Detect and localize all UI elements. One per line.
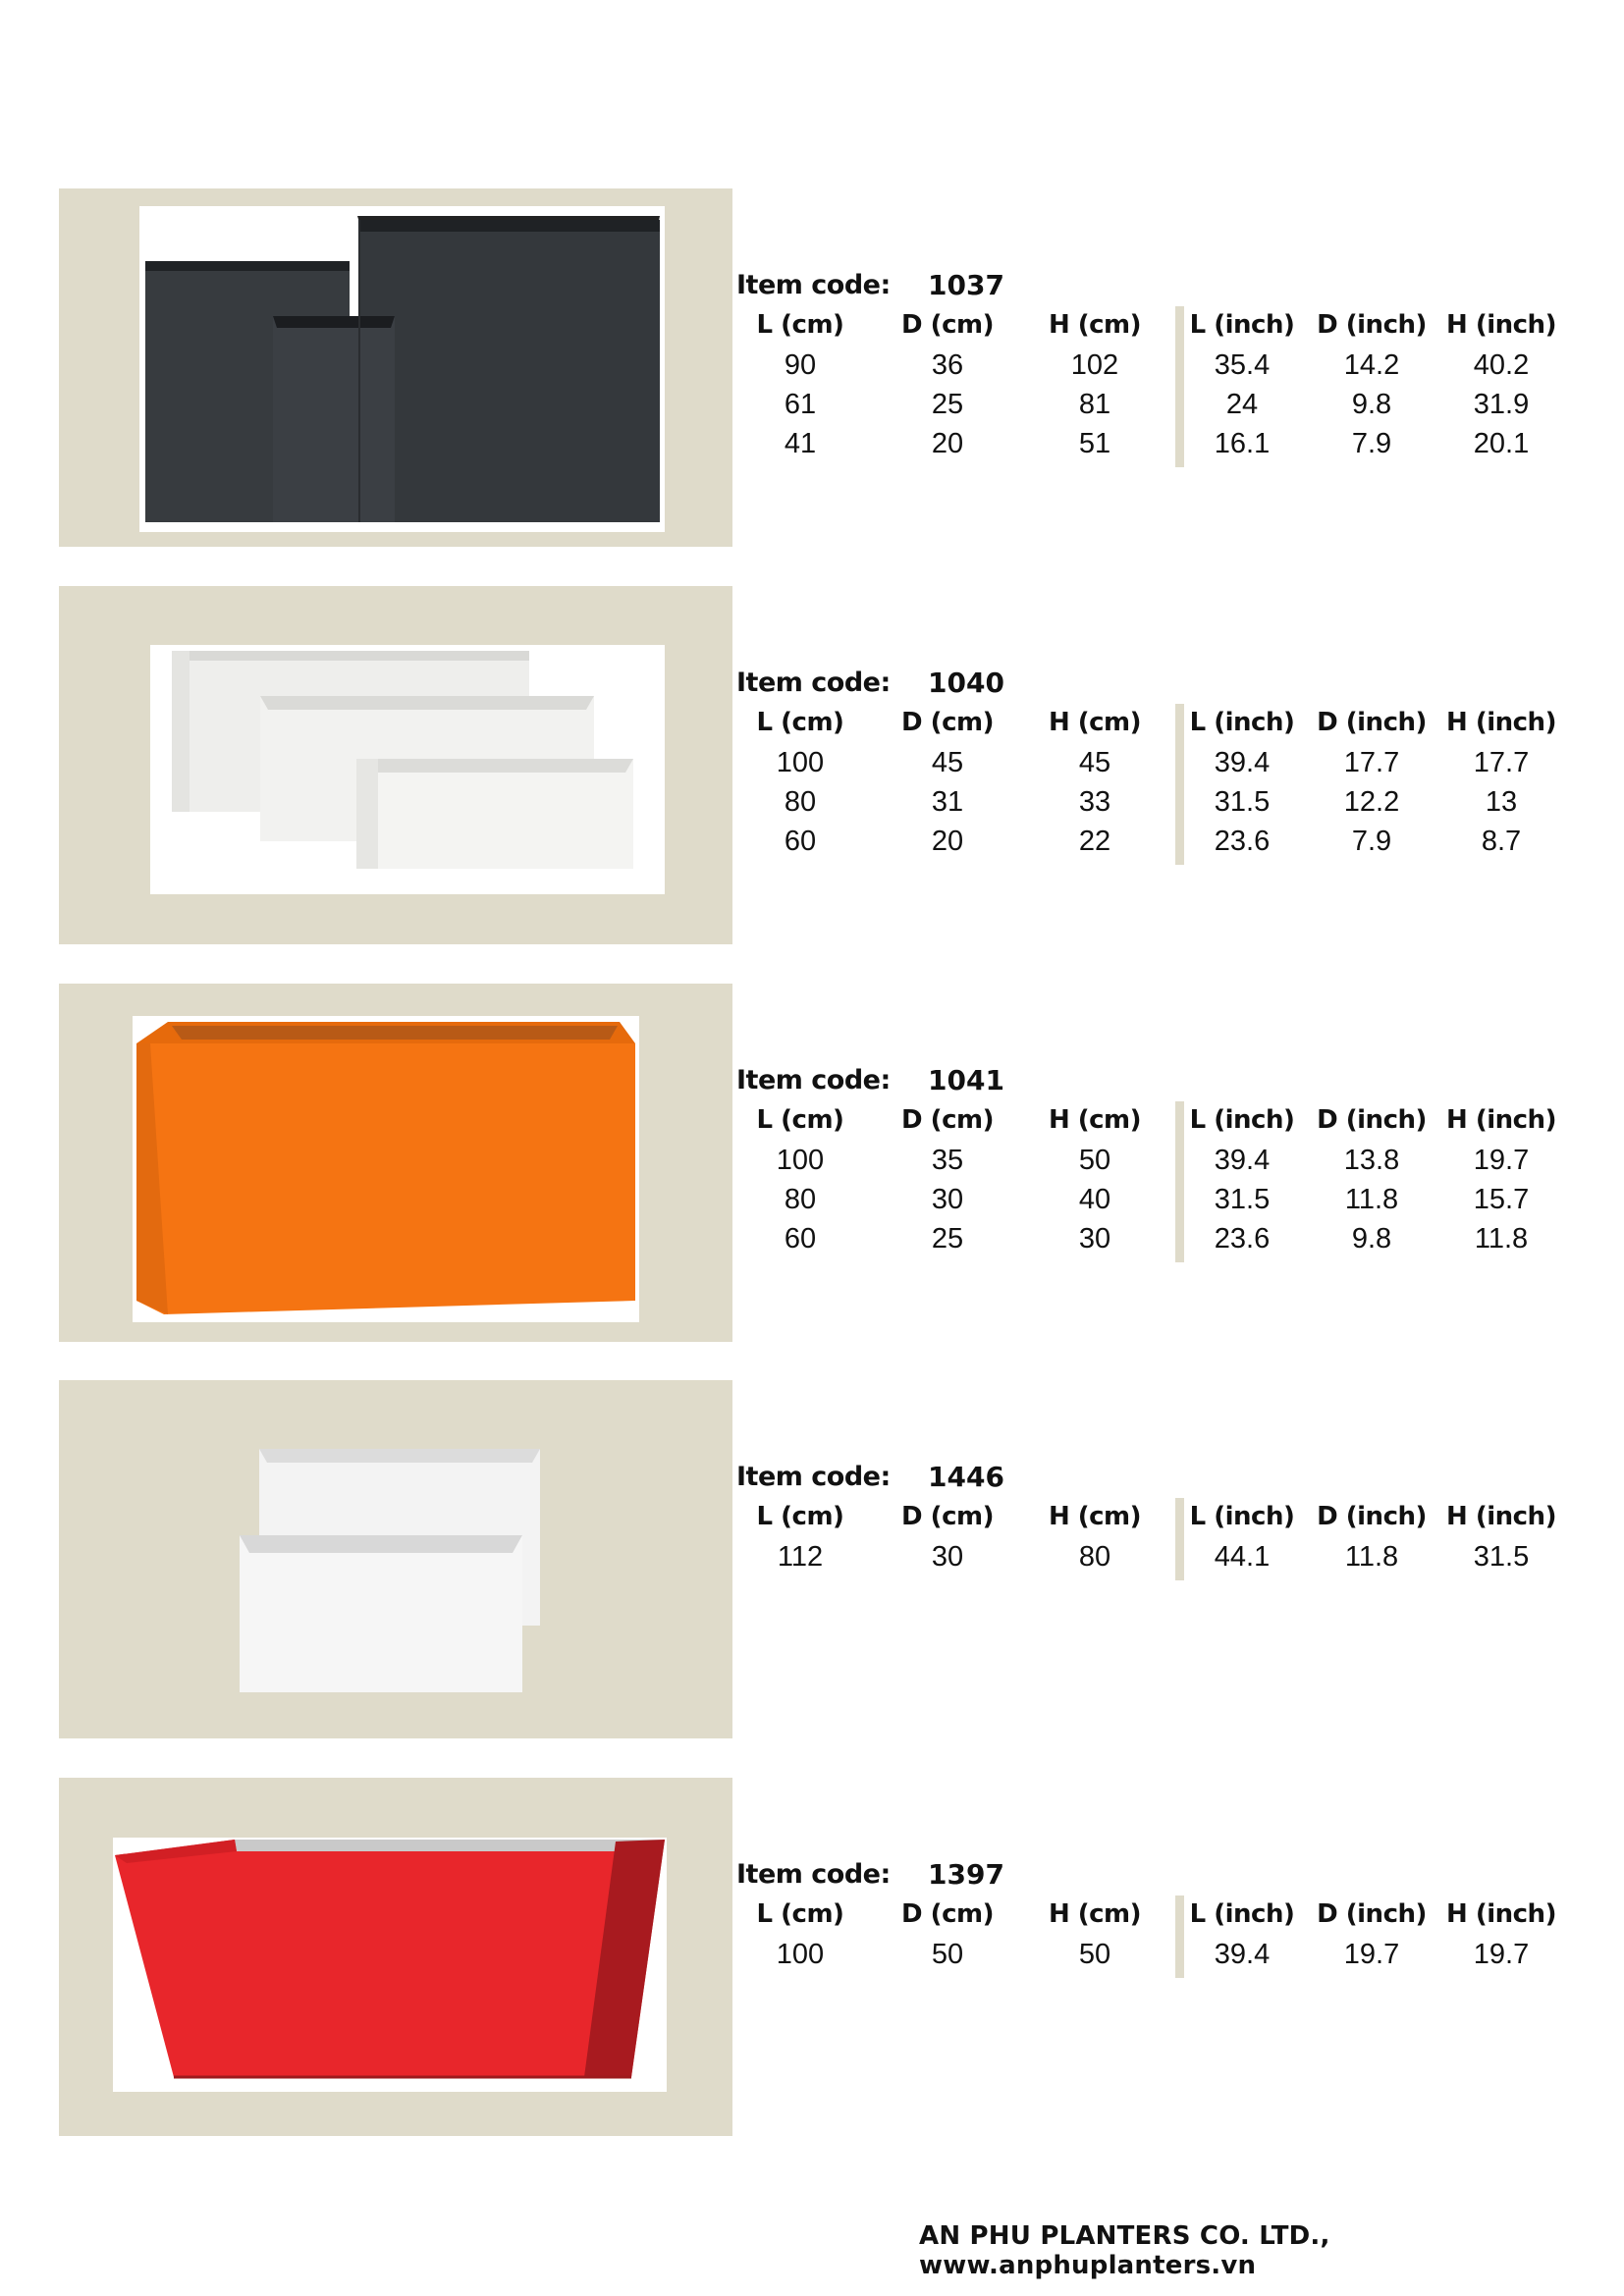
item-code-label: Item code: — [736, 270, 891, 300]
table-cell: 30 — [1078, 1223, 1111, 1255]
table-cell: 40.2 — [1473, 349, 1530, 381]
table-cell: 24 — [1225, 389, 1259, 420]
table-cell: 80 — [784, 1184, 817, 1215]
product-photo-panel — [59, 586, 732, 944]
table-cell: 25 — [931, 389, 964, 420]
table-cell: 17.7 — [1343, 747, 1400, 778]
spec-table — [736, 984, 1624, 1342]
column-header: H (inch) — [1446, 1502, 1556, 1531]
product-card-1040 — [59, 586, 1624, 944]
item-code-value: 1040 — [928, 667, 1004, 699]
column-header: L (cm) — [756, 1105, 844, 1135]
table-cell: 51 — [1078, 428, 1111, 459]
table-cell: 80 — [1078, 1541, 1111, 1573]
column-header: L (inch) — [1189, 1899, 1295, 1929]
column-header: H (cm) — [1048, 708, 1142, 737]
item-code-label: Item code: — [736, 1065, 891, 1095]
column-header: L (cm) — [756, 1502, 844, 1531]
product-card-1397 — [59, 1778, 1624, 2136]
table-cell: 100 — [776, 1145, 825, 1176]
table-cell: 35 — [931, 1145, 964, 1176]
table-cell: 7.9 — [1351, 826, 1392, 857]
product-photo — [133, 1016, 639, 1322]
table-cell: 90 — [784, 349, 817, 381]
table-cell: 45 — [931, 747, 964, 778]
spec-table — [736, 1778, 1624, 2136]
column-header: D (cm) — [901, 708, 994, 737]
table-cell: 13.8 — [1343, 1145, 1400, 1176]
column-header: L (cm) — [756, 1899, 844, 1929]
table-cell: 16.1 — [1214, 428, 1271, 459]
table-cell: 50 — [1078, 1939, 1111, 1970]
item-code-value: 1397 — [928, 1858, 1004, 1891]
table-cell: 7.9 — [1351, 428, 1392, 459]
product-photo-panel — [59, 1380, 732, 1738]
table-cell: 17.7 — [1473, 747, 1530, 778]
table-cell: 9.8 — [1351, 1223, 1392, 1255]
table-cell: 80 — [784, 786, 817, 818]
table-cell: 39.4 — [1214, 1939, 1271, 1970]
column-header: L (inch) — [1189, 708, 1295, 737]
item-code-label: Item code: — [736, 1859, 891, 1890]
column-header: H (cm) — [1048, 1105, 1142, 1135]
table-cell: 39.4 — [1214, 747, 1271, 778]
table-cell: 11.8 — [1344, 1184, 1399, 1215]
column-header: D (cm) — [901, 1899, 994, 1929]
spec-table — [736, 188, 1624, 547]
table-cell: 11.8 — [1344, 1541, 1399, 1573]
column-divider — [1175, 1498, 1184, 1580]
spec-table — [736, 1380, 1624, 1738]
table-cell: 31 — [931, 786, 964, 818]
product-photo-panel — [59, 984, 732, 1342]
column-header: H (inch) — [1446, 1899, 1556, 1929]
table-cell: 61 — [784, 389, 817, 420]
table-cell: 13 — [1485, 786, 1518, 818]
column-header: L (cm) — [756, 310, 844, 340]
product-photo-panel — [59, 1778, 732, 2136]
column-header: D (cm) — [901, 1502, 994, 1531]
column-header: D (inch) — [1317, 708, 1427, 737]
column-header: D (cm) — [901, 1105, 994, 1135]
table-cell: 60 — [784, 826, 817, 857]
table-cell: 30 — [931, 1184, 964, 1215]
table-cell: 23.6 — [1214, 1223, 1271, 1255]
column-header: L (inch) — [1189, 1105, 1295, 1135]
table-cell: 44.1 — [1214, 1541, 1271, 1573]
column-header: H (cm) — [1048, 1899, 1142, 1929]
table-cell: 50 — [931, 1939, 964, 1970]
item-code-value: 1446 — [928, 1461, 1004, 1493]
table-cell: 19.7 — [1473, 1145, 1530, 1176]
column-divider — [1175, 1101, 1184, 1262]
column-header: L (cm) — [756, 708, 844, 737]
table-cell: 14.2 — [1343, 349, 1400, 381]
product-card-1446 — [59, 1380, 1624, 1738]
product-photo — [139, 206, 665, 532]
table-cell: 15.7 — [1473, 1184, 1530, 1215]
spec-table — [736, 586, 1624, 944]
table-cell: 100 — [776, 747, 825, 778]
table-cell: 31.5 — [1214, 786, 1271, 818]
table-cell: 100 — [776, 1939, 825, 1970]
column-header: D (inch) — [1317, 310, 1427, 340]
table-cell: 25 — [931, 1223, 964, 1255]
table-cell: 9.8 — [1351, 389, 1392, 420]
column-header: D (inch) — [1317, 1502, 1427, 1531]
product-card-1041 — [59, 984, 1624, 1342]
table-cell: 102 — [1070, 349, 1119, 381]
product-photo — [150, 645, 665, 894]
column-header: L (inch) — [1189, 310, 1295, 340]
item-code-value: 1041 — [928, 1064, 1004, 1096]
table-cell: 20 — [931, 428, 964, 459]
item-code-label: Item code: — [736, 1462, 891, 1492]
column-divider — [1175, 704, 1184, 865]
product-card-1037 — [59, 188, 1624, 547]
table-cell: 19.7 — [1473, 1939, 1530, 1970]
table-cell: 23.6 — [1214, 826, 1271, 857]
column-divider — [1175, 1896, 1184, 1978]
column-header: H (inch) — [1446, 1105, 1556, 1135]
table-cell: 19.7 — [1343, 1939, 1400, 1970]
column-header: D (inch) — [1317, 1105, 1427, 1135]
product-photo — [198, 1439, 542, 1694]
column-header: D (inch) — [1317, 1899, 1427, 1929]
table-cell: 45 — [1078, 747, 1111, 778]
table-cell: 30 — [931, 1541, 964, 1573]
table-cell: 11.8 — [1474, 1223, 1529, 1255]
column-header: H (cm) — [1048, 1502, 1142, 1531]
table-cell: 39.4 — [1214, 1145, 1271, 1176]
table-cell: 60 — [784, 1223, 817, 1255]
table-cell: 31.9 — [1473, 389, 1530, 420]
table-cell: 31.5 — [1214, 1184, 1271, 1215]
column-header: H (inch) — [1446, 708, 1556, 737]
column-header: L (inch) — [1189, 1502, 1295, 1531]
table-cell: 41 — [784, 428, 817, 459]
table-cell: 112 — [777, 1541, 824, 1573]
footer-company-line: AN PHU PLANTERS CO. LTD., www.anphuplanters.vn — [919, 2221, 1330, 2280]
column-header: H (inch) — [1446, 310, 1556, 340]
table-cell: 20.1 — [1473, 428, 1530, 459]
table-cell: 40 — [1078, 1184, 1111, 1215]
item-code-value: 1037 — [928, 269, 1004, 301]
product-photo — [113, 1838, 667, 2092]
column-header: D (cm) — [901, 310, 994, 340]
table-cell: 33 — [1078, 786, 1111, 818]
table-cell: 20 — [931, 826, 964, 857]
table-cell: 35.4 — [1214, 349, 1271, 381]
table-cell: 31.5 — [1473, 1541, 1530, 1573]
table-cell: 36 — [931, 349, 964, 381]
table-cell: 22 — [1078, 826, 1111, 857]
column-header: H (cm) — [1048, 310, 1142, 340]
table-cell: 50 — [1078, 1145, 1111, 1176]
table-cell: 8.7 — [1481, 826, 1522, 857]
item-code-label: Item code: — [736, 667, 891, 698]
table-cell: 81 — [1078, 389, 1111, 420]
column-divider — [1175, 306, 1184, 467]
product-photo-panel — [59, 188, 732, 547]
table-cell: 12.2 — [1343, 786, 1400, 818]
